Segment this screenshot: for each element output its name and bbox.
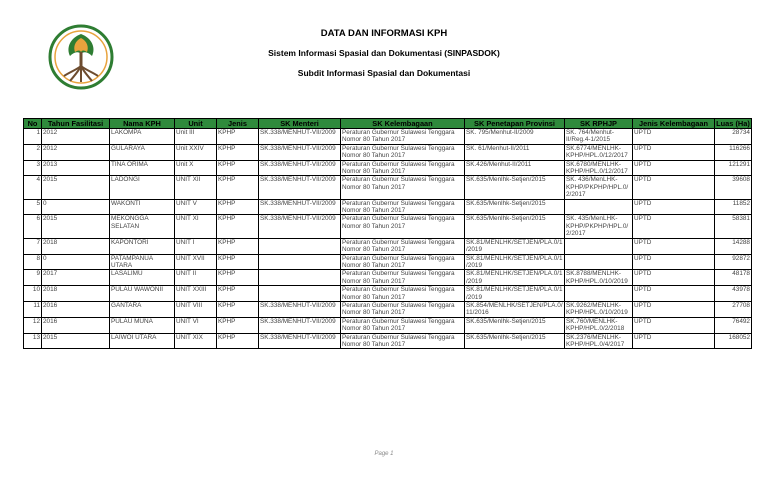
cell-sk-menteri: SK.338/MENHUT-VII/2009 — [259, 301, 341, 317]
cell-no: 9 — [24, 270, 42, 286]
cell-unit: UNIT I — [175, 238, 217, 254]
cell-jenis-kelembagaan: UPTD — [633, 144, 715, 160]
cell-year: 2016 — [42, 301, 110, 317]
cell-kph-name: LASALIMU — [110, 270, 175, 286]
document-title: DATA DAN INFORMASI KPH — [320, 28, 448, 39]
cell-jenis-kelembagaan: UPTD — [633, 199, 715, 215]
cell-jenis-kelembagaan: UPTD — [633, 317, 715, 333]
cell-unit: UNIT XI — [175, 215, 217, 238]
kph-table — [23, 118, 752, 349]
cell-sk-rphjp: SK.6774/MENLHK-KPHP/HPL.0/12/2017 — [565, 144, 633, 160]
cell-kph-name: GANTARA — [110, 301, 175, 317]
cell-sk-penetapan: SK.635/Menlhk-Setjen/2015 — [465, 199, 565, 215]
cell-sk-rphjp: SK. 435/MenLHK-KPHP/PKPHP/HPL.0/2/2017 — [565, 215, 633, 238]
cell-type: KPHP — [217, 286, 259, 302]
cell-sk-kelembagaan: Peraturan Gubernur Sulawesi Tenggara Nomor 80 Tahun 2017 — [341, 176, 465, 199]
cell-sk-kelembagaan: Peraturan Gubernur Sulawesi Tenggara Nomor 80 Tahun 2017 — [341, 333, 465, 349]
table-header-row — [24, 119, 752, 129]
col-header: Jenis Kelembagaan — [633, 119, 715, 129]
cell-no: 4 — [24, 176, 42, 199]
cell-unit: UNIT XIX — [175, 333, 217, 349]
cell-sk-menteri — [259, 238, 341, 254]
cell-type: KPHP — [217, 215, 259, 238]
cell-sk-kelembagaan: Peraturan Gubernur Sulawesi Tenggara Nomor 80 Tahun 2017 — [341, 286, 465, 302]
cell-kph-name: LAIWOI UTARA — [110, 333, 175, 349]
col-header: Nama KPH — [110, 119, 175, 129]
cell-type: KPHP — [217, 301, 259, 317]
cell-kph-name: PULAU MUNA — [110, 317, 175, 333]
col-header: Unit — [175, 119, 217, 129]
cell-sk-penetapan: SK.854/MENLHK/SETJEN/PLA.0/11/2016 — [466, 301, 563, 317]
cell-sk-menteri — [259, 254, 341, 270]
cell-luas: 92872 — [715, 254, 752, 270]
cell-year: 2018 — [42, 238, 110, 254]
table-row — [24, 144, 752, 160]
cell-jenis-kelembagaan: UPTD — [633, 301, 715, 317]
cell-luas: 76492 — [715, 317, 752, 333]
table-row — [24, 199, 752, 215]
cell-luas: 28734 — [715, 129, 752, 145]
table-row — [24, 270, 752, 286]
cell-unit: UNIT XVII — [175, 254, 217, 270]
page-number: Page 1 — [374, 451, 394, 457]
cell-sk-penetapan: SK. 61/Menhut-II/2011 — [465, 144, 565, 160]
col-header: Jenis — [217, 119, 259, 129]
cell-sk-rphjp: SK.760/MENLHK-KPHP/HPL.0/2/2018 — [565, 317, 633, 333]
cell-kph-name: MEKONGGA SELATAN — [110, 215, 175, 238]
cell-unit: UNIT XII — [175, 176, 217, 199]
cell-no: 13 — [24, 333, 42, 349]
cell-type: KPHP — [217, 176, 259, 199]
cell-sk-kelembagaan: Peraturan Gubernur Sulawesi Tenggara Nomor 80 Tahun 2017 — [341, 270, 465, 286]
cell-sk-rphjp: SK. 764/Menhut-II/Reg.4-1/2015 — [565, 129, 633, 145]
cell-sk-kelembagaan: Peraturan Gubernur Sulawesi Tenggara Nomor 80 Tahun 2017 — [341, 129, 465, 145]
cell-sk-kelembagaan: Peraturan Gubernur Sulawesi Tenggara Nomor 80 Tahun 2017 — [341, 215, 465, 238]
cell-sk-kelembagaan: Peraturan Gubernur Sulawesi Tenggara Nomor 80 Tahun 2017 — [341, 254, 465, 270]
cell-sk-penetapan: SK.81/MENLHK/SETJEN/PLA.0/1/2019 — [466, 286, 563, 301]
cell-sk-penetapan: SK.81/MENLHK/SETJEN/PLA.0/1/2019 — [466, 270, 563, 285]
cell-jenis-kelembagaan: UPTD — [633, 176, 715, 199]
cell-year: 2015 — [42, 333, 110, 349]
cell-sk-menteri: SK.338/MENHUT-VII/2009 — [259, 176, 341, 199]
cell-sk-rphjp — [565, 199, 633, 215]
cell-kph-name: PATAMPANUA UTARA — [110, 254, 175, 270]
cell-no: 7 — [24, 238, 42, 254]
cell-type: KPHP — [217, 270, 259, 286]
cell-sk-penetapan: SK. 795/Menhut-II/2009 — [465, 129, 565, 145]
cell-sk-rphjp: SK.6780/MENLHK-KPHP/HPL.0/12/2017 — [565, 160, 633, 176]
col-header: SK RPHJP — [565, 119, 633, 129]
cell-sk-rphjp: SK.2376/MENLHK-KPHP/HPL.0/4/2017 — [565, 333, 633, 349]
cell-luas: 48178 — [715, 270, 752, 286]
table-row — [24, 176, 752, 199]
cell-unit: Unit X — [175, 160, 217, 176]
document-subtitle: Sistem Informasi Spasial dan Dokumentasi (SINPASDOK) — [268, 48, 500, 58]
cell-sk-menteri: SK.338/MENHUT-VII/2009 — [259, 215, 341, 238]
cell-sk-penetapan: SK.635/Menlhk-Setjen/2015 — [465, 317, 565, 333]
cell-year: 2016 — [42, 317, 110, 333]
cell-year: 2015 — [42, 176, 110, 199]
cell-jenis-kelembagaan: UPTD — [633, 270, 715, 286]
cell-unit: UNIT VIII — [175, 301, 217, 317]
cell-no: 3 — [24, 160, 42, 176]
cell-year: 2013 — [42, 160, 110, 176]
cell-luas: 11852 — [715, 199, 752, 215]
col-header: SK Kelembagaan — [341, 119, 465, 129]
cell-sk-rphjp: SK.9262/MENLHK-KPHP/HPL.0/10/2019 — [565, 301, 633, 317]
table-row — [24, 129, 752, 145]
cell-unit: UNIT II — [175, 270, 217, 286]
table-row — [24, 333, 752, 349]
cell-sk-rphjp: SK.8788/MENLHK-KPHP/HPL.0/10/2019 — [565, 270, 633, 286]
document-unit: Subdit Informasi Spasial dan Dokumentasi — [297, 68, 471, 78]
cell-luas: 121291 — [715, 160, 752, 176]
cell-luas: 43978 — [715, 286, 752, 302]
cell-type: KPHP — [217, 254, 259, 270]
cell-no: 6 — [24, 215, 42, 238]
cell-year: 2012 — [42, 129, 110, 145]
col-header: No — [24, 119, 42, 129]
cell-sk-menteri — [259, 270, 341, 286]
cell-year: 2012 — [42, 144, 110, 160]
cell-unit: UNIT V — [175, 199, 217, 215]
cell-sk-penetapan: SK.635/Menlhk-Setjen/2015 — [465, 215, 565, 238]
cell-year: 2017 — [42, 270, 110, 286]
cell-sk-menteri — [259, 286, 341, 302]
cell-luas: 58381 — [715, 215, 752, 238]
cell-jenis-kelembagaan: UPTD — [633, 286, 715, 302]
cell-luas: 27708 — [715, 301, 752, 317]
cell-jenis-kelembagaan: UPTD — [633, 254, 715, 270]
cell-unit: Unit XXIV — [175, 144, 217, 160]
cell-sk-kelembagaan: Peraturan Gubernur Sulawesi Tenggara Nomor 80 Tahun 2017 — [341, 301, 465, 317]
cell-type: KPHP — [217, 238, 259, 254]
cell-kph-name: LADONGI — [110, 176, 175, 199]
cell-no: 2 — [24, 144, 42, 160]
cell-type: KPHP — [217, 333, 259, 349]
cell-kph-name: GULARAYA — [110, 144, 175, 160]
cell-sk-kelembagaan: Peraturan Gubernur Sulawesi Tenggara Nomor 80 Tahun 2017 — [341, 317, 465, 333]
cell-no: 1 — [24, 129, 42, 145]
col-header: SK Menteri — [259, 119, 341, 129]
cell-jenis-kelembagaan: UPTD — [633, 160, 715, 176]
cell-year: 2015 — [42, 215, 110, 238]
cell-sk-kelembagaan: Peraturan Gubernur Sulawesi Tenggara Nomor 80 Tahun 2017 — [341, 160, 465, 176]
cell-luas: 168052 — [715, 333, 752, 349]
col-header: SK Penetapan Provinsi — [465, 119, 565, 129]
table-row — [24, 254, 752, 270]
table-row — [24, 215, 752, 238]
cell-jenis-kelembagaan: UPTD — [633, 333, 715, 349]
cell-sk-menteri: SK.338/MENHUT-VII/2009 — [259, 129, 341, 145]
cell-kph-name: PULAU WAWONII — [110, 286, 175, 302]
table-row — [24, 286, 752, 302]
cell-sk-penetapan: SK.635/Menlhk-Setjen/2015 — [465, 333, 565, 349]
cell-no: 12 — [24, 317, 42, 333]
cell-luas: 39608 — [715, 176, 752, 199]
table-row — [24, 317, 752, 333]
cell-type: KPHP — [217, 199, 259, 215]
cell-unit: UNIT VI — [175, 317, 217, 333]
cell-sk-rphjp — [565, 286, 633, 302]
cell-sk-menteri: SK.338/MENHUT-VII/2009 — [259, 317, 341, 333]
cell-sk-penetapan: SK.635/Menlhk-Setjen/2015 — [465, 176, 565, 199]
cell-kph-name: WAKONTI — [110, 199, 175, 215]
cell-sk-menteri: SK.338/MENHUT-VII/2009 — [259, 199, 341, 215]
cell-type: KPHP — [217, 317, 259, 333]
cell-no: 5 — [24, 199, 42, 215]
cell-jenis-kelembagaan: UPTD — [633, 215, 715, 238]
cell-unit: UNIT XXIII — [175, 286, 217, 302]
cell-sk-rphjp — [565, 254, 633, 270]
cell-type: KPHP — [217, 144, 259, 160]
cell-type: KPHP — [217, 129, 259, 145]
col-header: Tahun Fasilitasi — [42, 119, 110, 129]
cell-jenis-kelembagaan: UPTD — [633, 238, 715, 254]
cell-sk-penetapan: SK.81/MENLHK/SETJEN/PLA.0/1/2019 — [466, 238, 563, 254]
cell-sk-penetapan: SK.81/MENLHK/SETJEN/PLA.0/1/2019 — [466, 254, 563, 269]
cell-kph-name: LAKOMPA — [110, 129, 175, 145]
cell-kph-name: TINA ORIMA — [110, 160, 175, 176]
cell-sk-rphjp — [565, 238, 633, 254]
table-row — [24, 301, 752, 317]
cell-sk-kelembagaan: Peraturan Gubernur Sulawesi Tenggara Nomor 80 Tahun 2017 — [341, 199, 465, 215]
cell-sk-menteri: SK.338/MENHUT-VII/2009 — [259, 144, 341, 160]
cell-no: 11 — [24, 301, 42, 317]
cell-no: 8 — [24, 254, 42, 270]
cell-sk-kelembagaan: Peraturan Gubernur Sulawesi Tenggara Nomor 80 Tahun 2017 — [341, 238, 465, 254]
cell-jenis-kelembagaan: UPTD — [633, 129, 715, 145]
cell-year: 0 — [42, 199, 110, 215]
cell-type: KPHP — [217, 160, 259, 176]
cell-sk-kelembagaan: Peraturan Gubernur Sulawesi Tenggara Nomor 80 Tahun 2017 — [341, 144, 465, 160]
cell-no: 10 — [24, 286, 42, 302]
table-row — [24, 160, 752, 176]
cell-kph-name: KAPONTORI — [110, 238, 175, 254]
table-row — [24, 238, 752, 254]
cell-year: 0 — [42, 254, 110, 270]
cell-sk-menteri: SK.338/MENHUT-VII/2009 — [259, 333, 341, 349]
cell-luas: 116266 — [715, 144, 752, 160]
col-header: Luas (Ha) — [716, 118, 750, 128]
cell-year: 2018 — [42, 286, 110, 302]
cell-unit: Unit III — [175, 129, 217, 145]
cell-luas: 14288 — [715, 238, 752, 254]
cell-sk-penetapan: SK.426/Menhut-II/2011 — [465, 160, 565, 176]
cell-sk-rphjp: SK. 436/MenLHK-KPHP/PKPHP/HPL.0/2/2017 — [565, 176, 633, 199]
cell-sk-menteri: SK.338/MENHUT-VII/2009 — [259, 160, 341, 176]
